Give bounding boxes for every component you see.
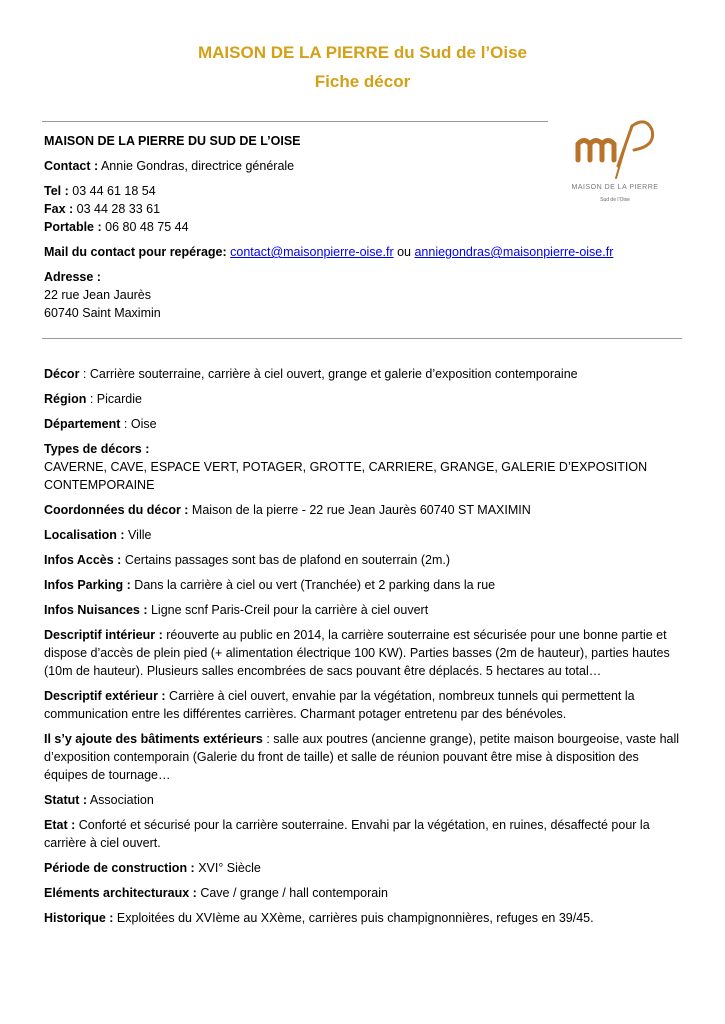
field-coordonnees xyxy=(44,501,684,519)
header-divider xyxy=(42,121,548,122)
decor-details xyxy=(44,365,684,934)
exterieur-label: Descriptif extérieur : xyxy=(44,689,166,703)
field-types-label xyxy=(44,440,684,458)
historique-value: Exploitées du XVIème au XXème, carrières puis champignonnières, refuges en 39/45. xyxy=(113,911,594,925)
field-localisation xyxy=(44,526,684,544)
coordonnees-value: Maison de la pierre - 22 rue Jean Jaurès 60740 ST MAXIMIN xyxy=(188,503,531,517)
interieur-label: Descriptif intérieur : xyxy=(44,628,163,642)
org-name: MAISON DE LA PIERRE DU SUD DE L’OISE xyxy=(44,134,301,148)
exterieur-value: Carrière à ciel ouvert, envahie par la végétation, nombreux tunnels qui permettent la communication entre les différentes carrières. Charmant potager entretenu par des bénévoles. xyxy=(44,689,635,721)
nuisances-value: Ligne scnf Paris-Creil pour la carrière à ciel ouvert xyxy=(147,603,429,617)
departement-label: Département xyxy=(44,417,121,431)
historique-label: Historique : xyxy=(44,911,114,925)
logo-text: MAISON DE LA PIERRE xyxy=(571,184,659,191)
statut-value: Association xyxy=(87,793,154,807)
decor-value: : Carrière souterraine, carrière à ciel ouvert, grange et galerie d’exposition contemporaine xyxy=(79,367,578,381)
statut-label: Statut : xyxy=(44,793,88,807)
types-value: CAVERNE, CAVE, ESPACE VERT, POTAGER, GROTTE, CARRIERE, GRANGE, GALERIE D’EXPOSITION CONTEMPORAINE xyxy=(44,460,648,492)
interieur-value: réouverte au public en 2014, la carrière souterraine est sécurisée pour une bonne partie et dispose d’accès de plein pied (+ alimentation électrique 100 KW). Parties basses (2m de hauteur), parties hautes (10m de hauteur). Plusieurs salles encombrées de sacs pouvant être déplacés. 5 hectares au total… xyxy=(44,628,670,678)
address-line2: 60740 Saint Maximin xyxy=(44,306,161,320)
batiments-label: Il s’y ajoute des bâtiments extérieurs xyxy=(44,732,263,746)
mail-separator: ou xyxy=(393,245,415,259)
field-etat xyxy=(44,816,684,852)
coordonnees-label: Coordonnées du décor : xyxy=(44,503,189,517)
field-statut xyxy=(44,791,684,809)
section-divider xyxy=(42,338,682,339)
fax-line xyxy=(44,200,684,218)
tel-value: 03 44 61 18 54 xyxy=(68,184,156,198)
region-label: Région xyxy=(44,392,87,406)
parking-label: Infos Parking : xyxy=(44,578,131,592)
tel-line xyxy=(44,182,684,200)
field-batiments xyxy=(44,730,684,784)
portable-label: Portable : xyxy=(44,220,102,234)
decor-label: Décor xyxy=(44,367,80,381)
fax-label: Fax : xyxy=(44,202,74,216)
fax-value: 03 44 28 33 61 xyxy=(73,202,161,216)
acces-label: Infos Accès : xyxy=(44,553,122,567)
departement-value: : Oise xyxy=(120,417,157,431)
email-link-annie[interactable]: anniegondras@maisonpierre-oise.fr xyxy=(414,245,614,259)
portable-value: 06 80 48 75 44 xyxy=(101,220,189,234)
address-label: Adresse : xyxy=(44,270,101,284)
acces-value: Certains passages sont bas de plafond en souterrain (2m.) xyxy=(121,553,450,567)
field-interieur xyxy=(44,626,684,680)
localisation-value: Ville xyxy=(124,528,152,542)
tel-label: Tel : xyxy=(44,184,69,198)
field-decor xyxy=(44,365,684,383)
field-parking xyxy=(44,576,684,594)
contact-label: Contact : xyxy=(44,159,99,173)
periode-label: Période de construction : xyxy=(44,861,195,875)
field-departement xyxy=(44,415,684,433)
document-title: MAISON DE LA PIERRE du Sud de l’Oise xyxy=(197,43,528,62)
field-acces xyxy=(44,551,684,569)
mail-line xyxy=(44,243,684,261)
portable-line xyxy=(44,218,684,236)
localisation-label: Localisation : xyxy=(44,528,125,542)
elements-value: Cave / grange / hall contemporain xyxy=(196,886,388,900)
etat-value: Conforté et sécurisé pour la carrière souterraine. Envahi par la végétation, en ruines, désaffecté pour la carrière à ciel ouvert. xyxy=(44,818,650,850)
field-elements xyxy=(44,884,684,902)
field-historique xyxy=(44,909,684,927)
types-label: Types de décors : xyxy=(44,442,150,456)
address-line1: 22 rue Jean Jaurès xyxy=(44,288,152,302)
logo-subtext: Sud de l’Oise xyxy=(600,197,630,203)
contact-value: Annie Gondras, directrice générale xyxy=(98,159,295,173)
field-exterieur xyxy=(44,687,684,723)
nuisances-label: Infos Nuisances : xyxy=(44,603,148,617)
field-periode xyxy=(44,859,684,877)
field-nuisances xyxy=(44,601,684,619)
periode-value: XVI° Siècle xyxy=(194,861,261,875)
region-value: : Picardie xyxy=(86,392,142,406)
contact-section xyxy=(44,132,684,322)
contact-line xyxy=(44,157,684,175)
elements-label: Eléments architecturaux : xyxy=(44,886,197,900)
email-link-contact[interactable]: contact@maisonpierre-oise.fr xyxy=(230,245,394,259)
document-subtitle: Fiche décor xyxy=(314,72,411,91)
field-region xyxy=(44,390,684,408)
mail-label: Mail du contact pour repérage: xyxy=(44,245,227,259)
parking-value: Dans la carrière à ciel ou vert (Tranchée) et 2 parking dans la rue xyxy=(130,578,496,592)
etat-label: Etat : xyxy=(44,818,76,832)
batiments-value: : salle aux poutres (ancienne grange), petite maison bourgeoise, vaste hall d’exposition contemporain (Galerie du front de taille) et salle de réunion pouvant être mise à disposition des équipes de tournage… xyxy=(44,732,680,782)
